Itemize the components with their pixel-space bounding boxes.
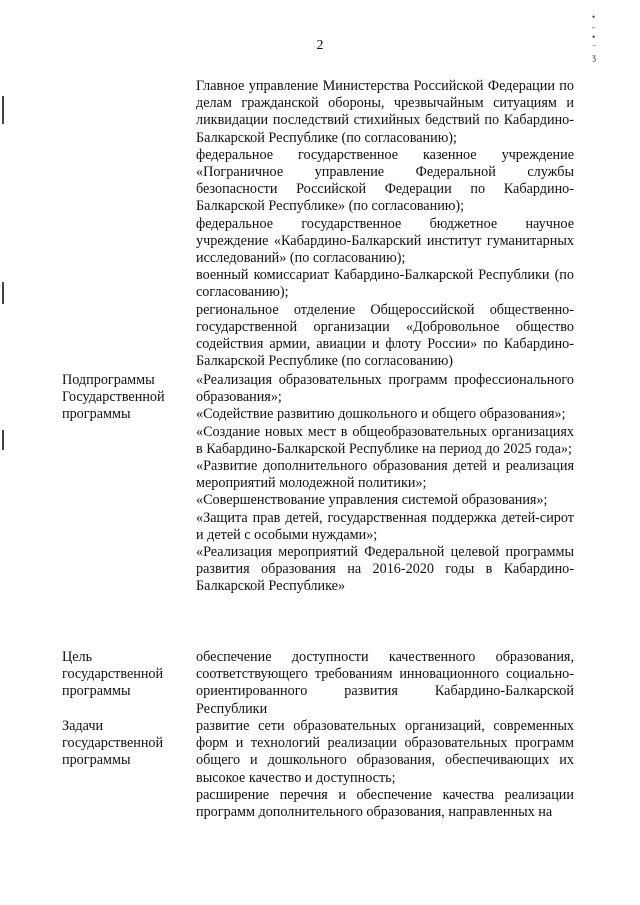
subprogram-item: «Развитие дополнительного образования детей и реализация мероприятий молодежной политики»;	[196, 458, 574, 492]
executor-item: военный комиссариат Кабардино-Балкарской Республики (по согласованию);	[196, 267, 574, 301]
scan-edge-mark	[2, 96, 4, 124]
subprogram-item: «Создание новых мест в общеобразовательных организациях в Кабардино-Балкарской Республике на период до 2025 года»;	[196, 423, 574, 457]
margin-mark: ʒ	[592, 52, 596, 62]
subprogram-item: «Защита прав детей, государственная поддержка детей-сирот и детей с особыми нуждами»;	[196, 509, 574, 543]
tasks-label-text: Задачи государственной программы	[62, 718, 164, 769]
subprograms-list	[196, 372, 574, 596]
scan-edge-mark	[2, 282, 4, 304]
tasks-list	[196, 718, 574, 821]
executor-item: Главное управление Министерства Российской Федерации по делам гражданской обороны, чрезвычайным ситуациям и ликвидации последствий стихийных бедствий по Кабардино-Балкарской Республике (по согласованию);	[196, 78, 574, 146]
scan-edge-mark	[2, 430, 4, 450]
goal-content	[196, 649, 574, 718]
executor-item: федеральное государственное бюджетное научное учреждение «Кабардино-Балкарский институт гуманитарных исследований» (по согласованию);	[196, 215, 574, 267]
task-item: развитие сети образовательных организаций, современных форм и технологий реализации образовательных программ общего и дошкольного образования, обеспечивающих их высокое качество и доступность;	[196, 718, 574, 786]
subprograms-label	[62, 372, 194, 424]
subprogram-item: «Реализация образовательных программ профессионального образования»;	[196, 372, 574, 406]
margin-mark: •	[592, 32, 596, 42]
subprogram-item: «Содействие развитию дошкольного и общего образования»;	[196, 406, 566, 423]
executor-item: федеральное государственное казенное учреждение «Пограничное управление Федеральной службы безопасности Российской Федерации по Кабардино-Балкарской Республике» (по согласованию);	[196, 146, 574, 215]
executors-list	[196, 78, 574, 370]
subprogram-item: «Реализация мероприятий Федеральной целевой программы развития образования на 2016-2020 годы в Кабардино-Балкарской Республике»	[196, 544, 574, 595]
goal-text: обеспечение доступности качественного образования, соответствующего требованиям инновационного социально-ориентированного развития Кабардино-Балкарской Республики	[196, 649, 574, 717]
executor-item: региональное отделение Общероссийской общественно-государственной организации «Добровольное общество содействия армии, авиации и флоту России» по Кабардино-Балкарской Республике (по согласованию)	[196, 301, 574, 370]
subprograms-label-text: Подпрограммы Государственной программы	[62, 372, 165, 423]
margin-mark: ⁻	[592, 42, 597, 52]
goal-label-text: Цель государственной программы	[62, 649, 164, 700]
goal-label	[62, 649, 194, 701]
tasks-label	[62, 718, 194, 770]
margin-mark: -	[592, 22, 595, 32]
page-number: 2	[316, 38, 324, 53]
margin-mark: •	[592, 12, 596, 22]
subprogram-item: «Совершенствование управления системой образования»;	[196, 492, 548, 509]
task-item: расширение перечня и обеспечение качества реализации программ дополнительного образования, направленных на	[196, 786, 574, 821]
